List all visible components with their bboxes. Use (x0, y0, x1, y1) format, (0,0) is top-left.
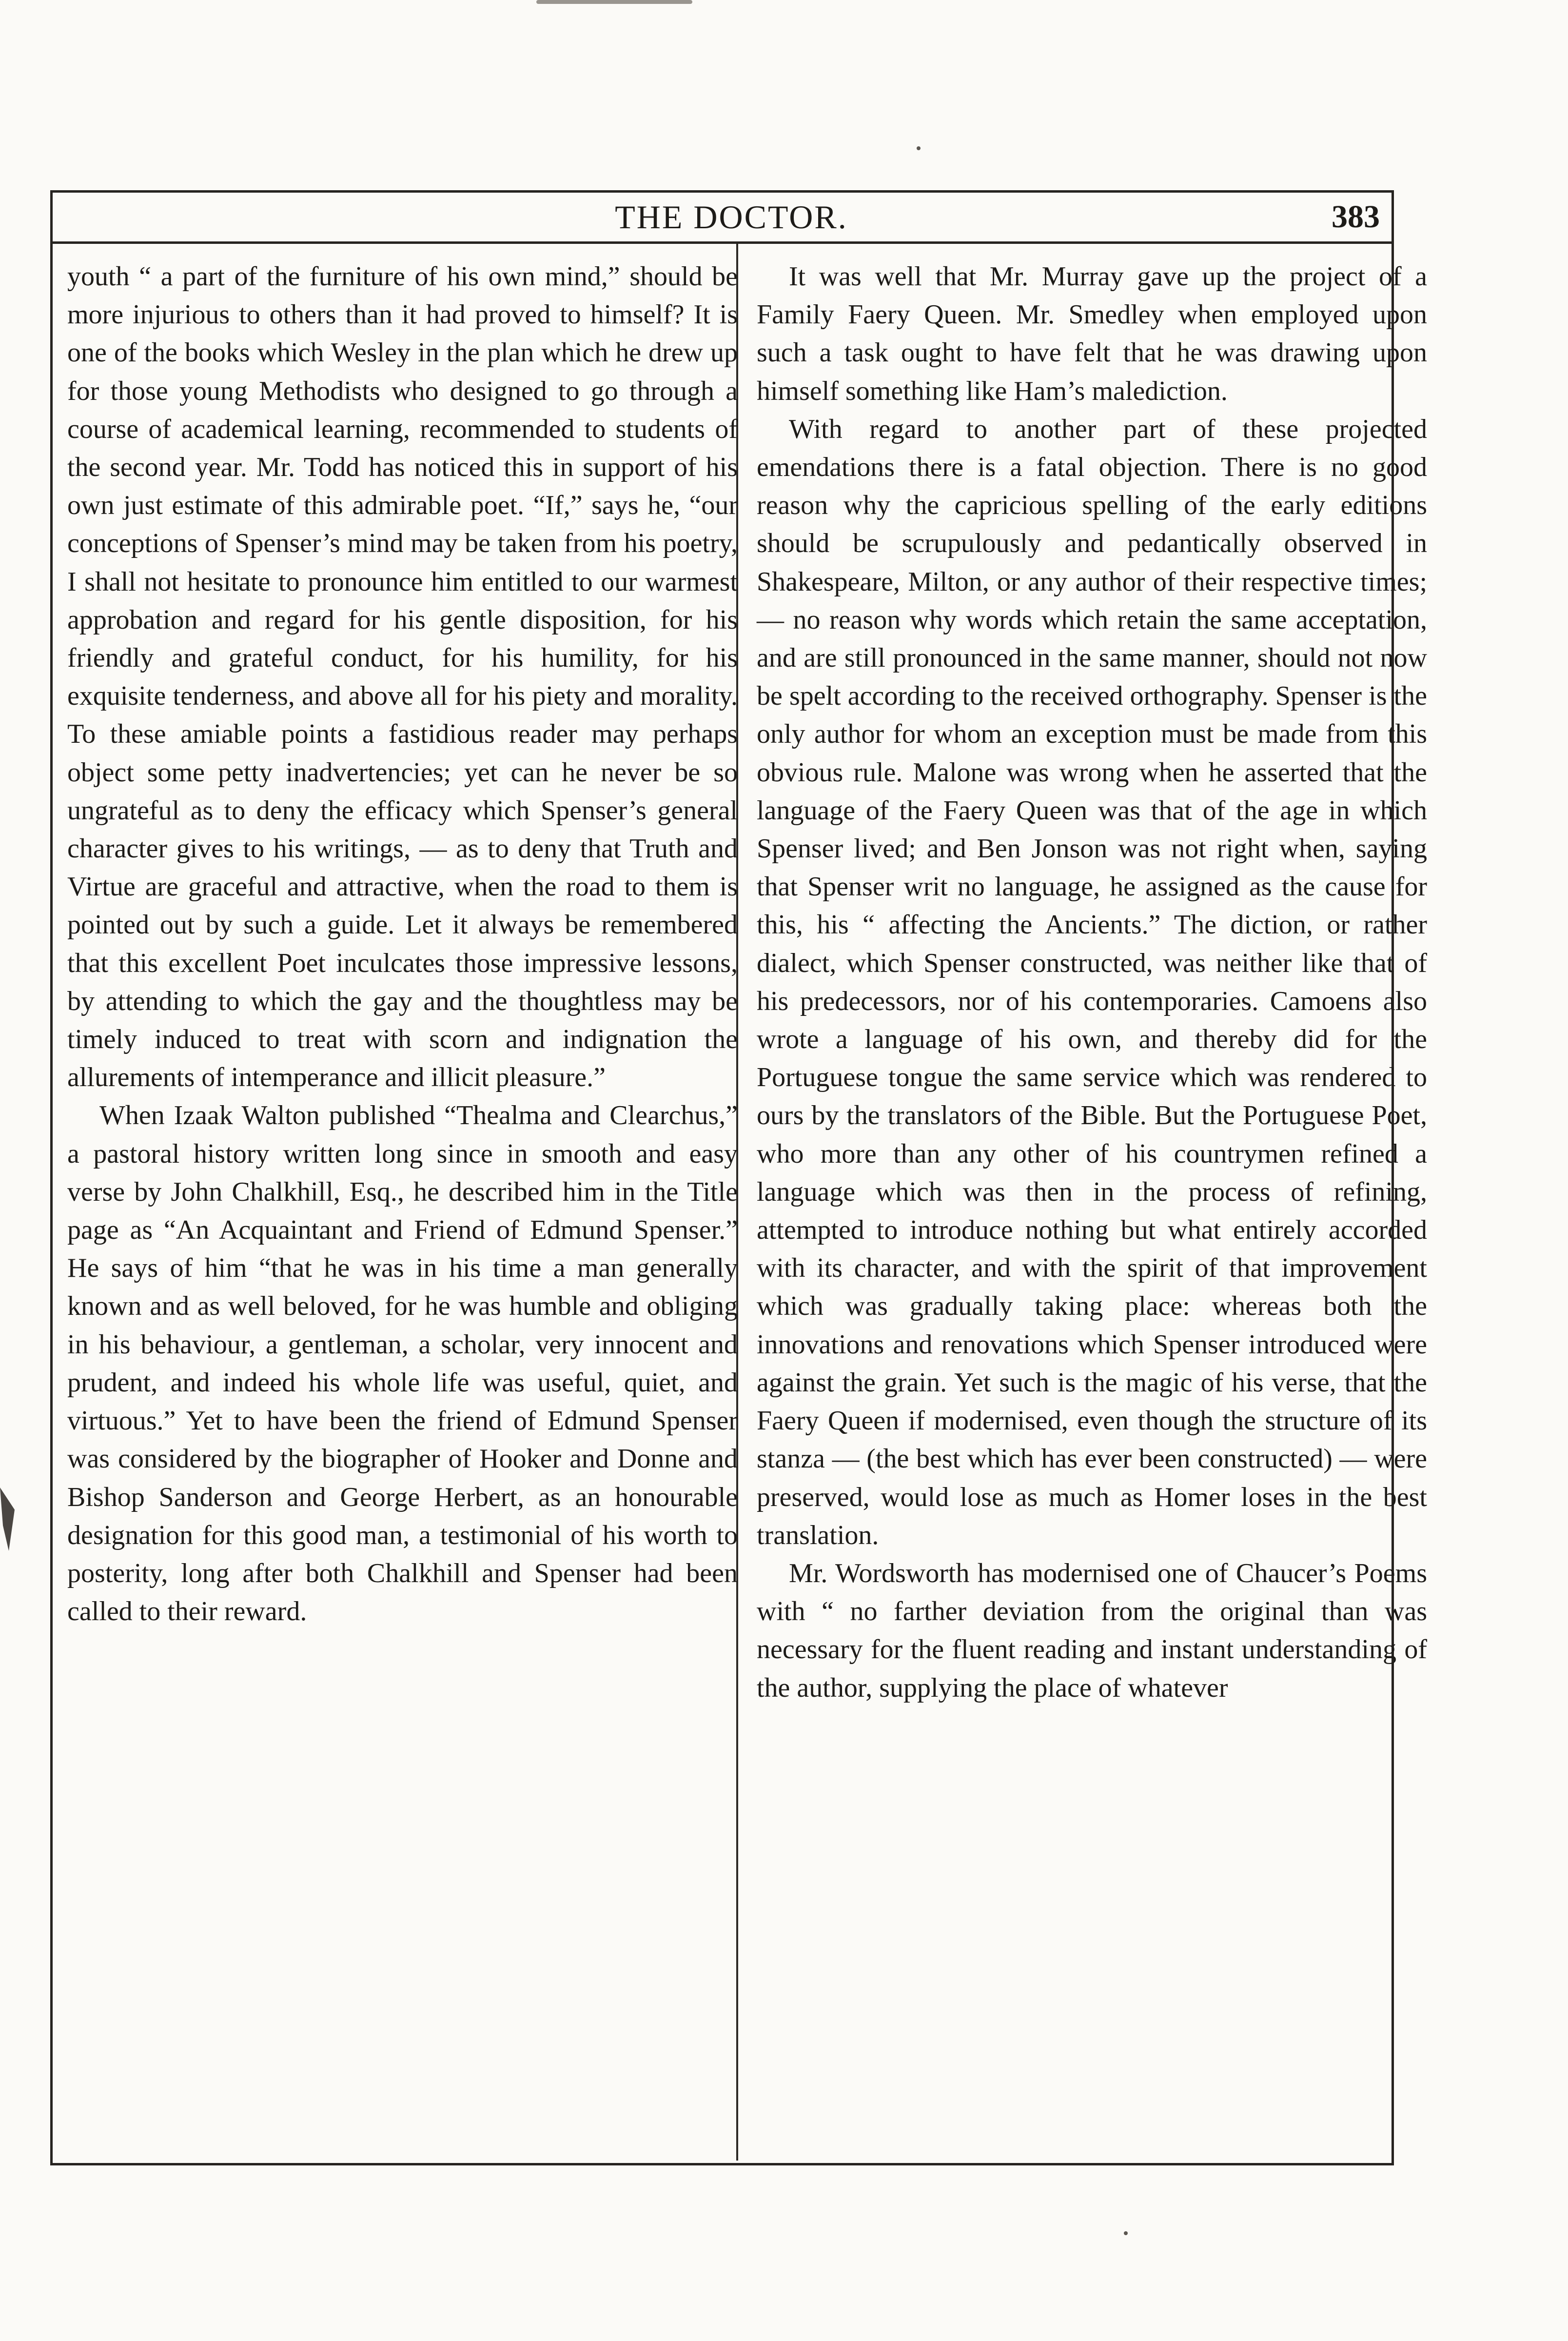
paragraph: youth “ a part of the furniture of his own mind,” should be more injurious to others than it had proved to himself? It is one of the books which Wesley in the plan which he drew up for those young Methodists who designed to go through a course of academical learning, recommended to students of the second year. Mr. Todd has noticed this in support of his own just estimate of this admirable poet. “If,” says he, “our conceptions of Spenser’s mind may be taken from his poetry, I shall not hesitate to pronounce him entitled to our warmest approbation and regard for his gentle disposition, for his friendly and grateful conduct, for his humility, for his exquisite tenderness, and above all for his piety and morality. To these amiable points a fastidious reader may perhaps object some petty inadvertencies; yet can he never be so ungrateful as to deny the efficacy which Spenser’s general character gives to his writings, — as to deny that Truth and Virtue are graceful and attractive, when the road to them is pointed out by such a guide. Let it always be remembered that this excellent Poet inculcates those impressive lessons, by attending to which the gay and the thoughtless may be timely induced to treat with scorn and indignation the allurements of intemperance and illicit pleasure.” (67, 261, 738, 1093)
left-column (67, 258, 738, 1630)
paragraph: It was well that Mr. Murray gave up the project of a Family Faery Queen. Mr. Smedley when employed upon such a task ought to have felt that he was drawing upon himself something like Ham’s malediction. (757, 261, 1427, 406)
running-title: THE DOCTOR. (615, 198, 848, 236)
right-column (757, 258, 1427, 1707)
paragraph: Mr. Wordsworth has modernised one of Chaucer’s Poems with “ no farther deviation from the original than was necessary for the fluent reading and instant understanding of the author, supplying the place of whatever (757, 1558, 1427, 1703)
paragraph: When Izaak Walton published “Thealma and Clearchus,” a pastoral history written long since in smooth and easy verse by John Chalkhill, Esq., he described him in the Title page as “An Acquaintant and Friend of Edmund Spenser.” He says of him “that he was in his time a man generally known and as well beloved, for he was humble and obliging in his behaviour, a gentleman, a scholar, very innocent and prudent, and indeed his whole life was useful, quiet, and virtuous.” Yet to have been the friend of Edmund Spenser was considered by the biographer of Hooker and Donne and Bishop Sanderson and George Herbert, as an honourable designation for this good man, a testimonial of his worth to posterity, long after both Chalkhill and Spenser had been called to their reward. (67, 1100, 738, 1627)
paper-speck (917, 146, 921, 150)
page-number: 383 (1332, 199, 1380, 235)
paper-speck (1124, 2231, 1128, 2235)
ink-smudge (536, 0, 692, 4)
header-rule (50, 241, 1394, 244)
paragraph: With regard to another part of these projected emendations there is a fatal objection. There is no good reason why the capricious spelling of the early editions should be scrupulously and pedantically observed in Shakespeare, Milton, or any author of their respective times; — no reason why words which retain the same acceptation, and are still pronounced in the same manner, should not now be spelt according to the received orthography. Spenser is the only author for whom an exception must be made from this obvious rule. Malone was wrong when he asserted that the language of the Faery Queen was that of the age in which Spenser lived; and Ben Jonson was not right when, saying that Spenser writ no language, he assigned as the cause for this, his “ affecting the Ancients.” The diction, or rather dialect, which Spenser constructed, was neither like that of his predecessors, nor of his contemporaries. Camoens also wrote a language of his own, and thereby did for the Portuguese tongue the same service which was rendered to ours by the translators of the Bible. But the Portuguese Poet, who more than any other of his countrymen refined a language which was then in the process of refining, attempted to introduce nothing but what entirely accorded with its character, and with the spirit of that improvement which was gradually taking place: whereas both the innovations and renovations which Spenser introduced were against the grain. Yet such is the magic of his verse, that the Faery Queen if modernised, even though the structure of its stanza — (the best which has ever been constructed) — were preserved, would lose as much as Homer loses in the best translation. (757, 414, 1427, 1550)
